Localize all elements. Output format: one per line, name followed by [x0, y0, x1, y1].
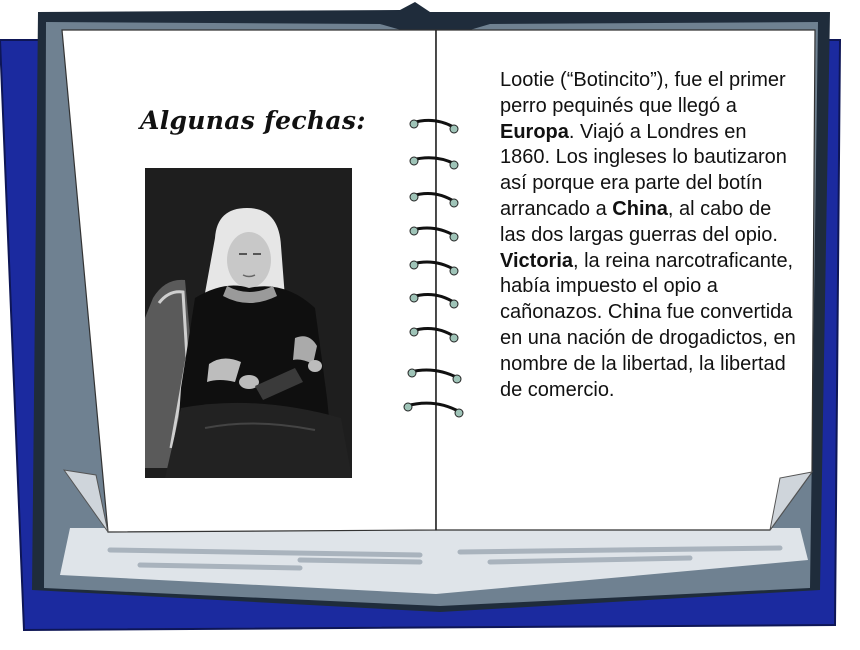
portrait-photo — [145, 168, 352, 478]
page-heading: Algunas fechas: — [140, 106, 366, 135]
story-text-part: . Viajó a Londres en 1860. Los ingleses lo bautizaron así porque era parte del botín arrancado a — [500, 120, 787, 220]
story-bold-china: China — [612, 197, 668, 220]
story-paragraph — [500, 68, 800, 403]
story-text-part: na fue convertida en una nación de drogadictos, en nombre de la libertad, la libertad de comercio. — [500, 301, 796, 401]
story-text-part: , al cabo de las dos largas guerras del opio. — [500, 197, 778, 246]
story-bold-letter: i — [633, 301, 639, 324]
story-text-part: , la reina narcotraficante, había impuesto el opio a cañonazos. Ch — [500, 249, 794, 324]
story-text-part: Lootie (“Botincito”), fue el primer perro pequinés que llegó a — [500, 69, 786, 117]
story-bold-victoria: Victoria — [500, 249, 573, 272]
story-bold-europa: Europa — [500, 120, 569, 143]
